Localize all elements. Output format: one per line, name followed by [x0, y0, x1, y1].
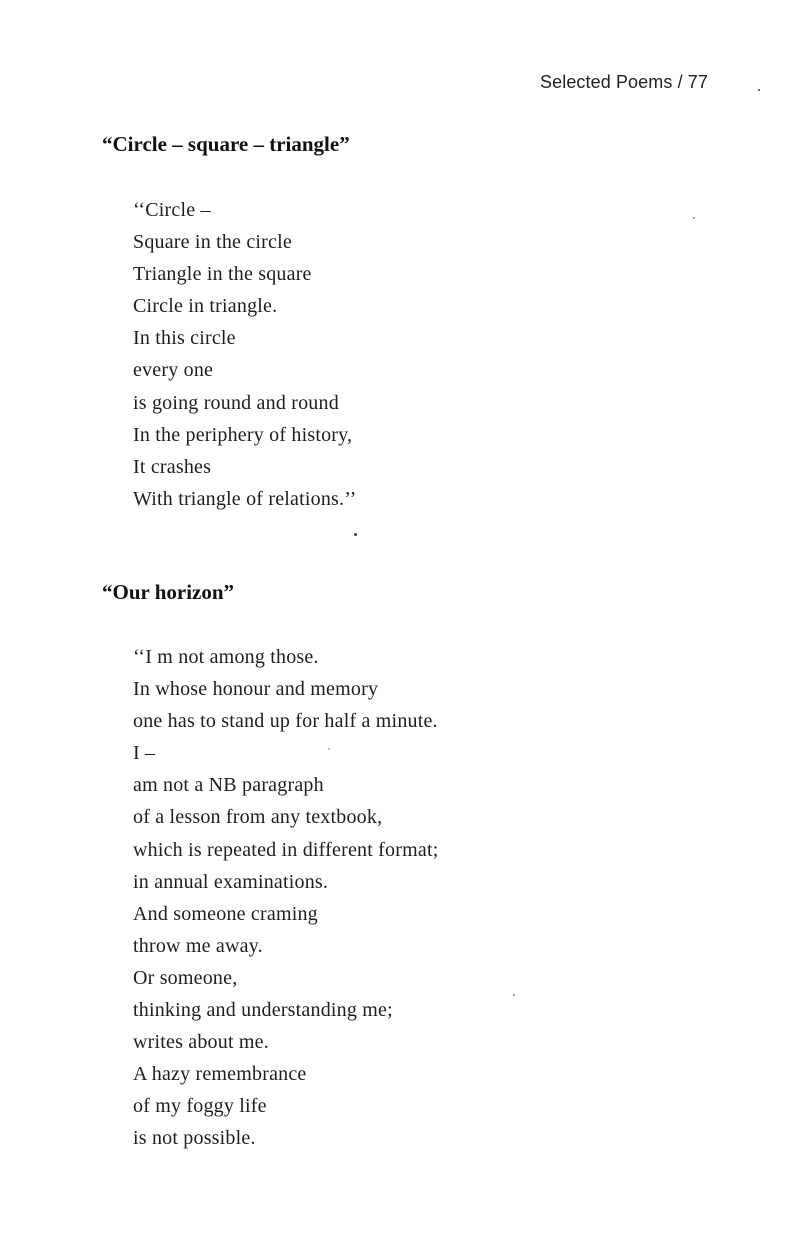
- poem-line: And someone craming: [133, 902, 318, 925]
- poem-line: of a lesson from any textbook,: [133, 806, 383, 829]
- poem-line: ‘‘Circle –: [133, 199, 211, 221]
- poem-line: in annual examinations.: [133, 870, 329, 893]
- poem-line: With triangle of relations.’’: [133, 487, 357, 510]
- poem-title-circle-square-triangle: “Circle – square – triangle”: [102, 132, 350, 156]
- poem-line: Circle in triangle.: [133, 295, 278, 318]
- scan-speck: [513, 994, 515, 996]
- poem-line: ‘‘I m not among those.: [133, 646, 319, 668]
- poem-line: In the periphery of history,: [133, 423, 353, 446]
- poem-line: which is repeated in different format;: [133, 838, 439, 861]
- poem-line: It crashes: [133, 455, 212, 478]
- scan-speck: [328, 748, 330, 750]
- poem-line: every one: [133, 359, 214, 382]
- poem-line: Square in the circle: [133, 231, 292, 254]
- running-head: Selected Poems / 77: [540, 72, 708, 92]
- poem-line: writes about me.: [133, 1031, 269, 1054]
- poem-line: is going round and round: [133, 391, 339, 414]
- scan-speck: [758, 89, 760, 91]
- poem-title-our-horizon: “Our horizon”: [102, 580, 235, 604]
- poem-line: In this circle: [133, 327, 236, 350]
- poem-line: am not a NB paragraph: [133, 774, 324, 797]
- poem-line: of my foggy life: [133, 1095, 267, 1118]
- poem-line: is not possible.: [133, 1127, 256, 1150]
- poem-line: A hazy remembrance: [133, 1063, 307, 1086]
- poem-line: thinking and understanding me;: [133, 999, 393, 1022]
- poem-line: Or someone,: [133, 966, 238, 989]
- poem-line: In whose honour and memory: [133, 678, 379, 701]
- poem-line: one has to stand up for half a minute.: [133, 710, 438, 733]
- poem-line: throw me away.: [133, 934, 263, 957]
- poem-line: Triangle in the square: [133, 263, 312, 286]
- scan-speck: [693, 217, 695, 219]
- scan-speck: [354, 533, 357, 536]
- poem-line: I –: [133, 742, 156, 765]
- poem-body-our-horizon: [133, 641, 438, 1155]
- poem-body-circle-square-triangle: [133, 194, 356, 515]
